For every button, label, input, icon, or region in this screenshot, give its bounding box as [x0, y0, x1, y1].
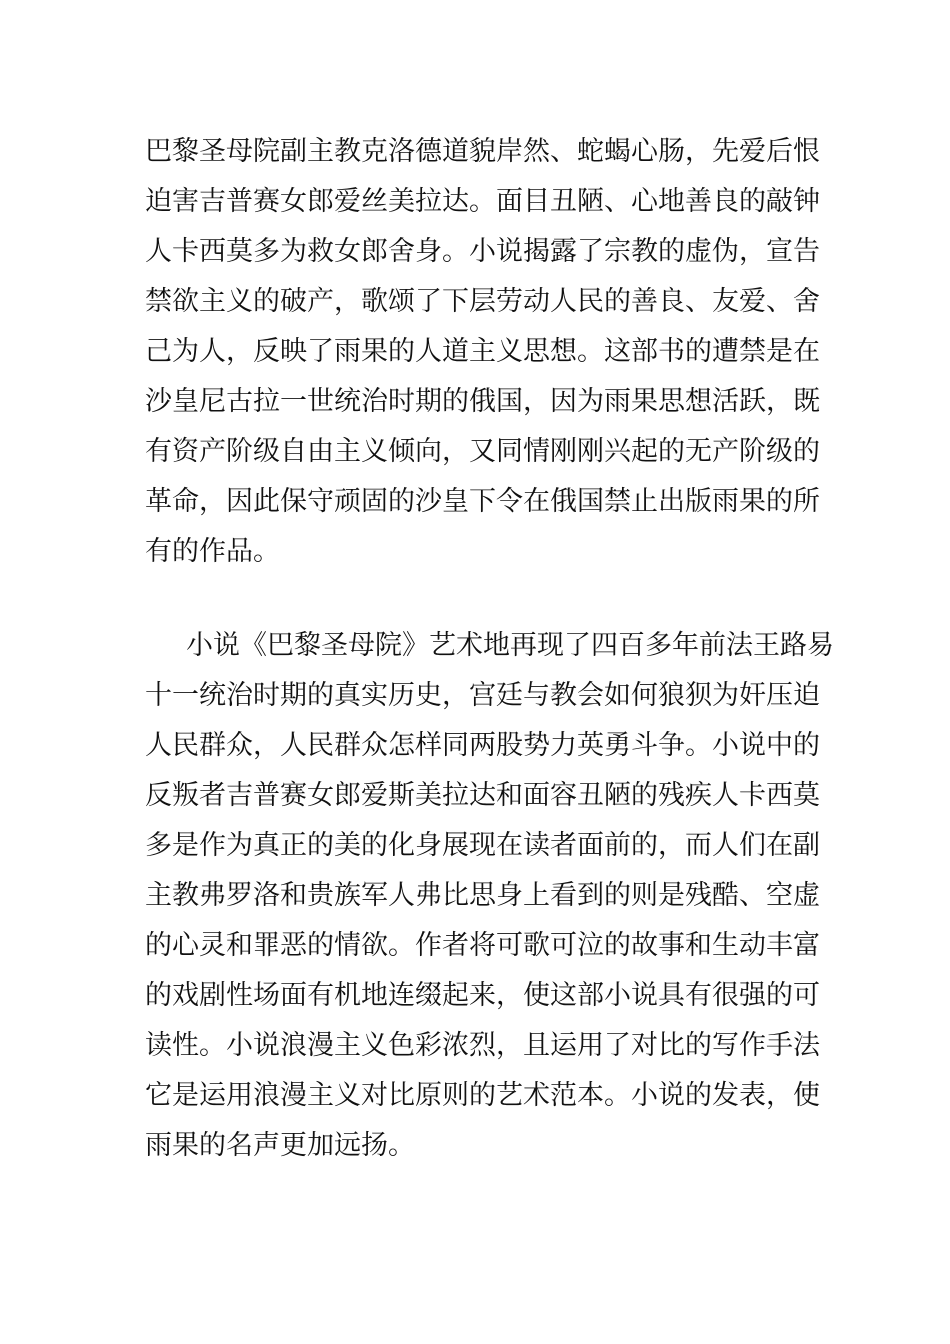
paragraph-line: 人卡西莫多为救女郎舍身。小说揭露了宗教的虚伪，宣告 — [145, 236, 820, 267]
paragraph-line: 多是作为真正的美的化身展现在读者面前的，而人们在副 — [145, 830, 820, 861]
paragraph-line: 禁欲主义的破产，歌颂了下层劳动人民的善良、友爱、舍 — [145, 286, 820, 317]
paragraph-line: 己为人，反映了雨果的人道主义思想。这部书的遭禁是在 — [145, 336, 820, 367]
paragraph-line: 雨果的名声更加远扬。 — [145, 1130, 415, 1161]
paragraph-line: 巴黎圣母院副主教克洛德道貌岸然、蛇蝎心肠，先爱后恨 — [145, 136, 820, 167]
paragraph-line: 人民群众，人民群众怎样同两股势力英勇斗争。小说中的 — [145, 730, 820, 761]
paragraph-line: 迫害吉普赛女郎爱丝美拉达。面目丑陋、心地善良的敲钟 — [145, 186, 820, 217]
paragraph-line: 反叛者吉普赛女郎爱斯美拉达和面容丑陋的残疾人卡西莫 — [145, 780, 820, 811]
paragraph-line: 革命，因此保守顽固的沙皇下令在俄国禁止出版雨果的所 — [145, 486, 820, 517]
paragraph-line: 的戏剧性场面有机地连缀起来，使这部小说具有很强的可 — [145, 980, 820, 1011]
paragraph-line: 沙皇尼古拉一世统治时期的俄国，因为雨果思想活跃，既 — [145, 386, 820, 417]
paragraph-line: 读性。小说浪漫主义色彩浓烈，且运用了对比的写作手法 — [145, 1030, 820, 1061]
paragraph-line: 的心灵和罪恶的情欲。作者将可歌可泣的故事和生动丰富 — [145, 930, 820, 961]
paragraph-line: 有的作品。 — [145, 536, 280, 567]
paragraph-line: 小说《巴黎圣母院》艺术地再现了四百多年前法王路易 — [186, 630, 834, 661]
paragraph-line: 十一统治时期的真实历史，宫廷与教会如何狼狈为奸压迫 — [145, 680, 820, 711]
paragraph-line: 有资产阶级自由主义倾向，又同情刚刚兴起的无产阶级的 — [145, 436, 820, 467]
paragraph-line: 它是运用浪漫主义对比原则的艺术范本。小说的发表，使 — [145, 1080, 820, 1111]
paragraph-line: 主教弗罗洛和贵族军人弗比思身上看到的则是残酷、空虚 — [145, 880, 820, 911]
